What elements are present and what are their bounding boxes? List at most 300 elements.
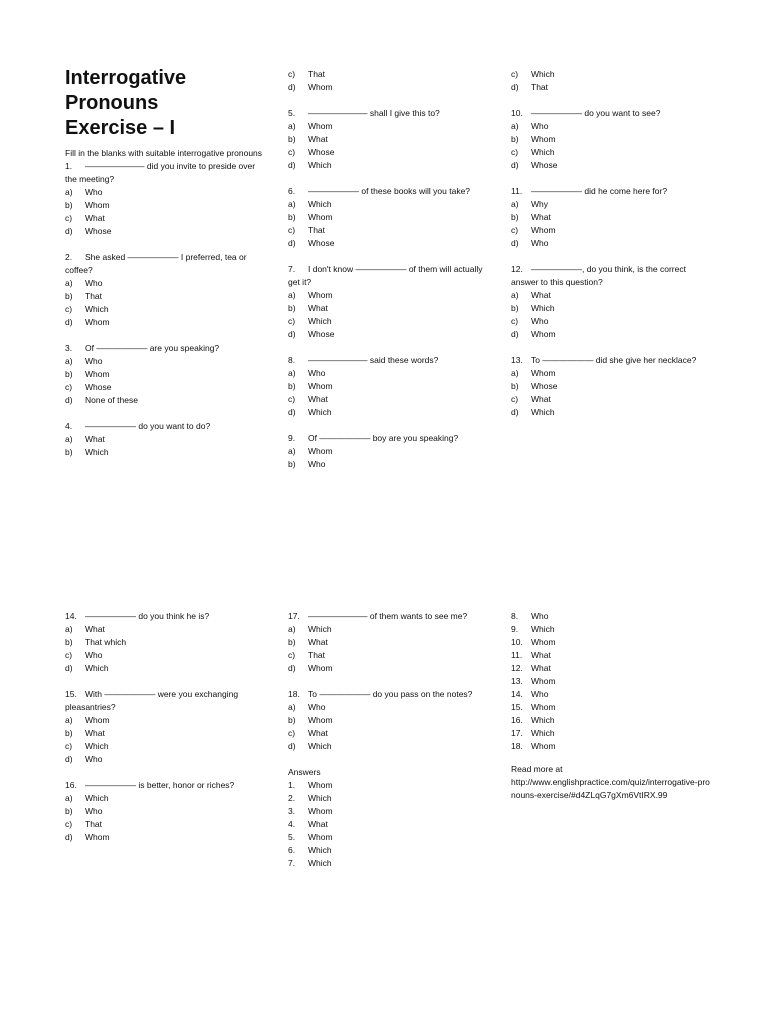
answer-option: [511, 120, 711, 133]
answer-option: [288, 120, 488, 133]
option-letter: d): [65, 663, 73, 673]
answer-number: 12.: [511, 663, 523, 673]
option-letter: d): [65, 226, 73, 236]
option-text: Whose: [85, 226, 112, 236]
answer-value: Whom: [531, 741, 556, 751]
option-text: What: [308, 303, 328, 313]
answer-value: Which: [531, 715, 555, 725]
question-text: [288, 610, 488, 623]
option-text: What: [531, 212, 551, 222]
option-text: Which: [531, 147, 555, 157]
question-block: [288, 263, 488, 341]
answer-option: [288, 198, 488, 211]
question-block: [511, 354, 711, 419]
option-text: Who: [531, 316, 549, 326]
option-text: Who: [308, 459, 326, 469]
question-block: [65, 251, 265, 329]
option-letter: c): [511, 394, 519, 404]
option-text: Which: [85, 663, 109, 673]
option-letter: d): [288, 238, 296, 248]
answer-value: Whom: [531, 702, 556, 712]
page-title: [65, 66, 265, 141]
option-letter: c): [65, 213, 73, 223]
question-block: [65, 779, 265, 844]
option-letter: b): [288, 637, 296, 647]
answer-number: 5.: [288, 832, 296, 842]
option-text: Whom: [531, 225, 556, 235]
answer-item: [511, 688, 711, 701]
question-block: [288, 354, 488, 419]
answer-item: [288, 831, 488, 844]
question-number: 10.: [511, 108, 523, 118]
answer-option: [288, 81, 488, 94]
option-letter: a): [65, 278, 73, 288]
option-letter: d): [288, 82, 296, 92]
option-letter: a): [288, 702, 296, 712]
answers-list: [511, 610, 711, 753]
option-text: That: [85, 291, 103, 301]
question-number: 3.: [65, 343, 73, 353]
question-text: [288, 688, 488, 701]
option-letter: a): [288, 624, 296, 634]
option-text: Who: [85, 806, 103, 816]
question-number: 1.: [65, 161, 73, 171]
question-block: [511, 68, 711, 94]
question-text: [511, 263, 711, 289]
option-text: Which: [308, 407, 332, 417]
option-letter: b): [65, 728, 73, 738]
question-text: [288, 185, 488, 198]
option-letter: d): [288, 663, 296, 673]
option-text: What: [308, 134, 328, 144]
answer-number: 9.: [511, 624, 519, 634]
answer-item: [288, 805, 488, 818]
question-prompt: With —————— were you exchanging pleasantries?: [65, 689, 239, 712]
answer-option: [511, 198, 711, 211]
question-number: 9.: [288, 433, 296, 443]
question-number: 15.: [65, 689, 77, 699]
answer-item: [288, 792, 488, 805]
answer-option: [288, 146, 488, 159]
option-text: Whom: [531, 134, 556, 144]
question-block: [65, 610, 265, 675]
answer-option: [65, 649, 265, 662]
option-letter: c): [288, 728, 296, 738]
option-letter: c): [65, 304, 73, 314]
option-letter: b): [288, 715, 296, 725]
answer-option: [65, 805, 265, 818]
option-letter: c): [511, 316, 519, 326]
answer-option: [65, 394, 265, 407]
option-letter: a): [288, 121, 296, 131]
column-1-bottom: [65, 610, 265, 857]
answer-option: [288, 367, 488, 380]
option-letter: d): [511, 238, 519, 248]
answers-list: [288, 779, 488, 870]
option-letter: d): [288, 160, 296, 170]
option-text: Who: [85, 356, 103, 366]
answer-option: [511, 146, 711, 159]
option-text: Which: [85, 447, 109, 457]
option-letter: d): [511, 160, 519, 170]
answer-option: [288, 701, 488, 714]
answer-option: [65, 727, 265, 740]
answer-number: 18.: [511, 741, 523, 751]
answer-value: Which: [531, 728, 555, 738]
option-text: What: [531, 290, 551, 300]
option-text: Which: [308, 199, 332, 209]
answer-option: [65, 316, 265, 329]
question-block: [288, 610, 488, 675]
option-letter: d): [511, 82, 519, 92]
answer-item: [511, 662, 711, 675]
option-letter: c): [511, 69, 519, 79]
option-letter: b): [65, 637, 73, 647]
option-text: Who: [308, 368, 326, 378]
option-text: None of these: [85, 395, 138, 405]
option-letter: b): [65, 369, 73, 379]
option-letter: c): [288, 147, 296, 157]
option-text: That: [531, 82, 549, 92]
option-letter: d): [65, 317, 73, 327]
option-text: What: [85, 213, 105, 223]
answer-number: 1.: [288, 780, 296, 790]
answer-number: 15.: [511, 702, 523, 712]
option-letter: a): [511, 290, 519, 300]
question-prompt: To —————— do you pass on the notes?: [308, 689, 473, 699]
question-block: [288, 107, 488, 172]
question-text: [65, 160, 265, 186]
option-text: Whose: [531, 381, 558, 391]
answer-value: Which: [531, 624, 555, 634]
read-more: [511, 763, 711, 802]
question-block: [65, 160, 265, 238]
option-letter: b): [288, 459, 296, 469]
question-prompt: —————— do you think he is?: [85, 611, 210, 621]
answer-item: [511, 649, 711, 662]
question-prompt: —————— do you want to do?: [85, 421, 211, 431]
answer-item: [511, 740, 711, 753]
column-1-top: [65, 66, 265, 472]
answer-option: [511, 237, 711, 250]
option-letter: d): [288, 741, 296, 751]
title-line: Exercise – I: [65, 117, 176, 139]
option-text: Which: [85, 304, 109, 314]
answer-option: [511, 224, 711, 237]
option-text: Whom: [85, 369, 110, 379]
option-text: Whose: [308, 238, 335, 248]
answer-option: [511, 68, 711, 81]
question-number: 13.: [511, 355, 523, 365]
option-text: Which: [308, 316, 332, 326]
option-letter: d): [65, 395, 73, 405]
option-letter: d): [65, 832, 73, 842]
option-letter: a): [65, 624, 73, 634]
option-text: Whom: [85, 832, 110, 842]
question-block: [511, 107, 711, 172]
instructions: Fill in the blanks with suitable interrogative pronouns: [65, 148, 263, 158]
question-number: 17.: [288, 611, 300, 621]
option-text: Why: [531, 199, 548, 209]
answer-option: [288, 662, 488, 675]
answer-option: [288, 714, 488, 727]
answer-option: [65, 714, 265, 727]
question-prompt: ——————— did you invite to preside over the meeting?: [65, 161, 256, 184]
answer-option: [65, 662, 265, 675]
answer-option: [65, 623, 265, 636]
answer-option: [288, 315, 488, 328]
question-text: [288, 263, 488, 289]
question-number: 18.: [288, 689, 300, 699]
option-letter: c): [511, 147, 519, 157]
option-text: Whom: [531, 329, 556, 339]
option-letter: b): [511, 212, 519, 222]
option-letter: d): [511, 329, 519, 339]
option-letter: c): [288, 650, 296, 660]
option-text: Who: [308, 702, 326, 712]
option-letter: c): [65, 382, 73, 392]
answer-option: [288, 406, 488, 419]
question-text: [288, 354, 488, 367]
option-letter: c): [288, 316, 296, 326]
option-text: Whom: [531, 368, 556, 378]
question-block: [288, 432, 488, 471]
question-text: [65, 342, 265, 355]
answer-option: [65, 212, 265, 225]
answer-option: [288, 133, 488, 146]
question-number: 14.: [65, 611, 77, 621]
answer-option: [511, 406, 711, 419]
option-text: Whose: [308, 147, 335, 157]
option-text: What: [308, 637, 328, 647]
column-2-bottom: [288, 610, 488, 870]
option-letter: a): [65, 434, 73, 444]
answer-option: [65, 446, 265, 459]
option-letter: b): [511, 134, 519, 144]
question-prompt: —————— is better, honor or riches?: [85, 780, 235, 790]
option-text: Whom: [85, 715, 110, 725]
option-text: Whom: [308, 446, 333, 456]
answer-option: [288, 224, 488, 237]
answer-value: Whom: [531, 637, 556, 647]
option-letter: c): [288, 394, 296, 404]
option-text: Which: [308, 741, 332, 751]
question-prompt: I don't know —————— of them will actually get it?: [288, 264, 483, 287]
answer-number: 10.: [511, 637, 523, 647]
answer-option: [288, 289, 488, 302]
option-letter: a): [65, 187, 73, 197]
answer-number: 6.: [288, 845, 296, 855]
answer-option: [65, 368, 265, 381]
answer-value: Which: [308, 858, 332, 868]
answer-value: What: [531, 650, 551, 660]
question-prompt: —————— of these books will you take?: [308, 186, 471, 196]
option-text: Who: [531, 238, 549, 248]
answer-number: 16.: [511, 715, 523, 725]
option-text: That which: [85, 637, 127, 647]
option-text: Whom: [85, 200, 110, 210]
option-text: Whom: [308, 212, 333, 222]
option-text: Whom: [85, 317, 110, 327]
answer-option: [511, 81, 711, 94]
option-letter: d): [288, 407, 296, 417]
answer-value: Which: [308, 793, 332, 803]
answer-option: [511, 393, 711, 406]
answer-option: [511, 289, 711, 302]
column-3-top: [511, 68, 711, 432]
answer-option: [65, 753, 265, 766]
option-text: Whom: [308, 121, 333, 131]
option-text: Who: [85, 650, 103, 660]
answer-option: [288, 393, 488, 406]
answer-value: Whom: [308, 780, 333, 790]
option-letter: c): [288, 69, 296, 79]
answer-value: What: [531, 663, 551, 673]
question-text: [288, 107, 488, 120]
option-letter: d): [511, 407, 519, 417]
option-text: Whom: [308, 663, 333, 673]
option-text: Which: [308, 624, 332, 634]
answer-option: [65, 290, 265, 303]
answer-option: [288, 302, 488, 315]
answer-value: Whom: [308, 832, 333, 842]
answer-number: 13.: [511, 676, 523, 686]
question-text: [65, 779, 265, 792]
option-letter: b): [288, 212, 296, 222]
answer-option: [288, 68, 488, 81]
question-number: 12.: [511, 264, 523, 274]
answer-option: [65, 303, 265, 316]
question-text: [288, 432, 488, 445]
question-prompt: ——————— shall I give this to?: [308, 108, 440, 118]
option-text: Who: [85, 187, 103, 197]
question-block: [288, 688, 488, 753]
option-text: That: [85, 819, 103, 829]
answer-option: [65, 740, 265, 753]
answer-option: [65, 199, 265, 212]
read-more-link[interactable]: http://www.englishpractice.com/quiz/interrogative-pronouns-exercise/#d4ZLqG7gXm6VtIRX.99: [511, 777, 710, 800]
option-letter: a): [288, 199, 296, 209]
answer-option: [65, 636, 265, 649]
answer-option: [65, 277, 265, 290]
question-block: [511, 263, 711, 341]
option-text: That: [308, 650, 326, 660]
option-text: What: [308, 394, 328, 404]
option-letter: c): [511, 225, 519, 235]
answer-number: 17.: [511, 728, 523, 738]
answer-value: Who: [531, 689, 549, 699]
answer-item: [511, 714, 711, 727]
option-letter: b): [511, 303, 519, 313]
option-text: What: [85, 624, 105, 634]
answer-option: [65, 186, 265, 199]
answer-option: [288, 159, 488, 172]
answer-item: [511, 623, 711, 636]
option-text: Which: [531, 69, 555, 79]
question-prompt: ——————— said these words?: [308, 355, 439, 365]
answer-option: [511, 159, 711, 172]
question-block: [288, 185, 488, 250]
question-prompt: To —————— did she give her necklace?: [531, 355, 697, 365]
answer-item: [511, 636, 711, 649]
question-number: 5.: [288, 108, 296, 118]
question-prompt: Of —————— boy are you speaking?: [308, 433, 459, 443]
option-letter: b): [65, 447, 73, 457]
answer-number: 2.: [288, 793, 296, 803]
answer-option: [65, 433, 265, 446]
answer-number: 8.: [511, 611, 519, 621]
option-letter: d): [65, 754, 73, 764]
answer-option: [288, 211, 488, 224]
question-block: [65, 688, 265, 766]
answer-item: [511, 727, 711, 740]
question-text: [65, 420, 265, 433]
option-letter: a): [65, 715, 73, 725]
question-number: 8.: [288, 355, 296, 365]
option-letter: b): [288, 303, 296, 313]
option-text: Whose: [308, 329, 335, 339]
answer-number: 14.: [511, 689, 523, 699]
option-text: What: [85, 728, 105, 738]
answer-option: [65, 792, 265, 805]
question-prompt: —————— do you want to see?: [531, 108, 661, 118]
answer-option: [511, 328, 711, 341]
option-text: Which: [85, 793, 109, 803]
option-text: Whose: [531, 160, 558, 170]
title-line: Pronouns: [65, 92, 159, 114]
question-number: 6.: [288, 186, 296, 196]
question-block: [511, 185, 711, 250]
option-text: What: [308, 728, 328, 738]
option-letter: c): [65, 650, 73, 660]
answer-option: [65, 818, 265, 831]
title-line: Interrogative: [65, 67, 187, 89]
answer-option: [288, 445, 488, 458]
option-letter: a): [288, 446, 296, 456]
option-letter: b): [65, 291, 73, 301]
answer-option: [65, 355, 265, 368]
answer-option: [288, 636, 488, 649]
question-block: [65, 420, 265, 459]
option-letter: a): [511, 368, 519, 378]
question-block: [288, 68, 488, 94]
option-text: Whom: [308, 715, 333, 725]
question-text: [65, 610, 265, 623]
answer-item: [288, 857, 488, 870]
option-letter: b): [65, 806, 73, 816]
answer-number: 7.: [288, 858, 296, 868]
option-text: Whose: [85, 382, 112, 392]
answer-item: [288, 844, 488, 857]
option-letter: c): [65, 819, 73, 829]
option-letter: c): [288, 225, 296, 235]
option-text: What: [531, 394, 551, 404]
option-letter: a): [288, 290, 296, 300]
answer-option: [65, 225, 265, 238]
answer-option: [511, 315, 711, 328]
answer-value: Which: [308, 845, 332, 855]
question-number: 7.: [288, 264, 296, 274]
question-number: 16.: [65, 780, 77, 790]
answer-item: [288, 779, 488, 792]
answer-number: 4.: [288, 819, 296, 829]
option-letter: b): [288, 381, 296, 391]
answer-option: [65, 381, 265, 394]
answers-heading: Answers: [288, 767, 321, 777]
answer-option: [511, 380, 711, 393]
answer-option: [288, 328, 488, 341]
option-text: Which: [308, 160, 332, 170]
